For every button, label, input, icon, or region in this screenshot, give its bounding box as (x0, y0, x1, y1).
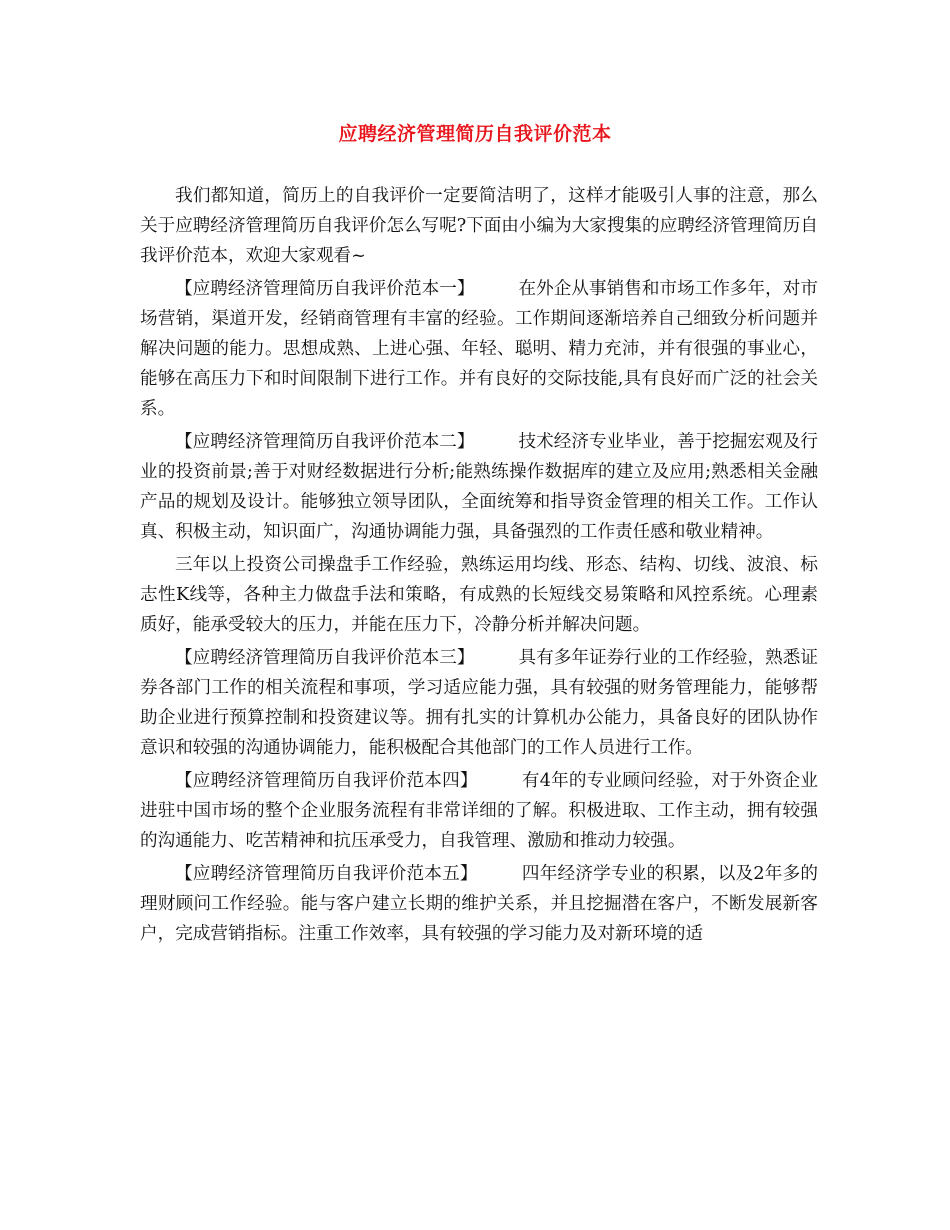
sample-heading-4: 【应聘经济管理简历自我评价范本四】 (175, 771, 478, 791)
sample-paragraph-5 (140, 859, 818, 949)
sample-paragraph-1 (140, 274, 818, 424)
sample-heading-2: 【应聘经济管理简历自我评价范本二】 (175, 432, 475, 452)
sample-heading-5: 【应聘经济管理简历自我评价范本五】 (175, 864, 478, 884)
document-body (140, 181, 818, 952)
sample-text-2b: 三年以上投资公司操盘手工作经验，熟练运用均线、形态、结构、切线、波浪、标志性K线等，各种主力做盘手法和策略，有成熟的长短线交易策略和风控系统。心理素质好，能承受较大的压力，并能在压力下，冷静分析并解决问题。 (140, 555, 818, 635)
sample-text-2: 技术经济专业毕业，善于挖掘宏观及行业的投资前景;善于对财经数据进行分析;能熟练操作数据库的建立及应用;熟悉相关金融产品的规划及设计。能够独立领导团队，全面统筹和指导资金管理的相关工作。工作认真、积极主动，知识面广，沟通协调能力强，具备强烈的工作责任感和敬业精神。 (140, 432, 818, 542)
sample-heading-3: 【应聘经济管理简历自我评价范本三】 (175, 648, 475, 668)
sample-paragraph-3 (140, 643, 818, 763)
sample-text-4: 有4年的专业顾问经验，对于外资企业进驻中国市场的整个企业服务流程有非常详细的了解。积极进取、工作主动，拥有较强的沟通能力、吃苦精神和抗压承受力，自我管理、激励和推动力较强。 (140, 771, 818, 851)
sample-paragraph-2b (140, 550, 818, 640)
sample-text-1: 在外企从事销售和市场工作多年，对市场营销，渠道开发，经销商管理有丰富的经验。工作期间逐渐培养自己细致分析问题并解决问题的能力。思想成熟、上进心强、年轻、聪明、精力充沛，并有很强的事业心，能够在高压力下和时间限制下进行工作。并有良好的交际技能,具有良好而广泛的社会关系。 (140, 279, 818, 419)
sample-heading-1: 【应聘经济管理简历自我评价范本一】 (175, 279, 475, 299)
sample-paragraph-2 (140, 427, 818, 547)
intro-paragraph: 我们都知道，简历上的自我评价一定要简洁明了，这样才能吸引人事的注意，那么关于应聘经济管理简历自我评价怎么写呢?下面由小编为大家搜集的应聘经济管理简历自我评价范本，欢迎大家观看~ (140, 186, 818, 266)
sample-paragraph-4 (140, 766, 818, 856)
sample-text-3: 具有多年证券行业的工作经验，熟悉证券各部门工作的相关流程和事项，学习适应能力强，具有较强的财务管理能力，能够帮助企业进行预算控制和投资建议等。拥有扎实的计算机办公能力，具备良好的团队协作意识和较强的沟通协调能力，能积极配合其他部门的工作人员进行工作。 (140, 648, 818, 758)
document-title: 应聘经济管理简历自我评价范本 (338, 123, 612, 145)
sample-text-5: 四年经济学专业的积累，以及2年多的理财顾问工作经验。能与客户建立长期的维护关系，并且挖掘潜在客户，不断发展新客户，完成营销指标。注重工作效率，具有较强的学习能力及对新环境的适 (140, 864, 818, 944)
